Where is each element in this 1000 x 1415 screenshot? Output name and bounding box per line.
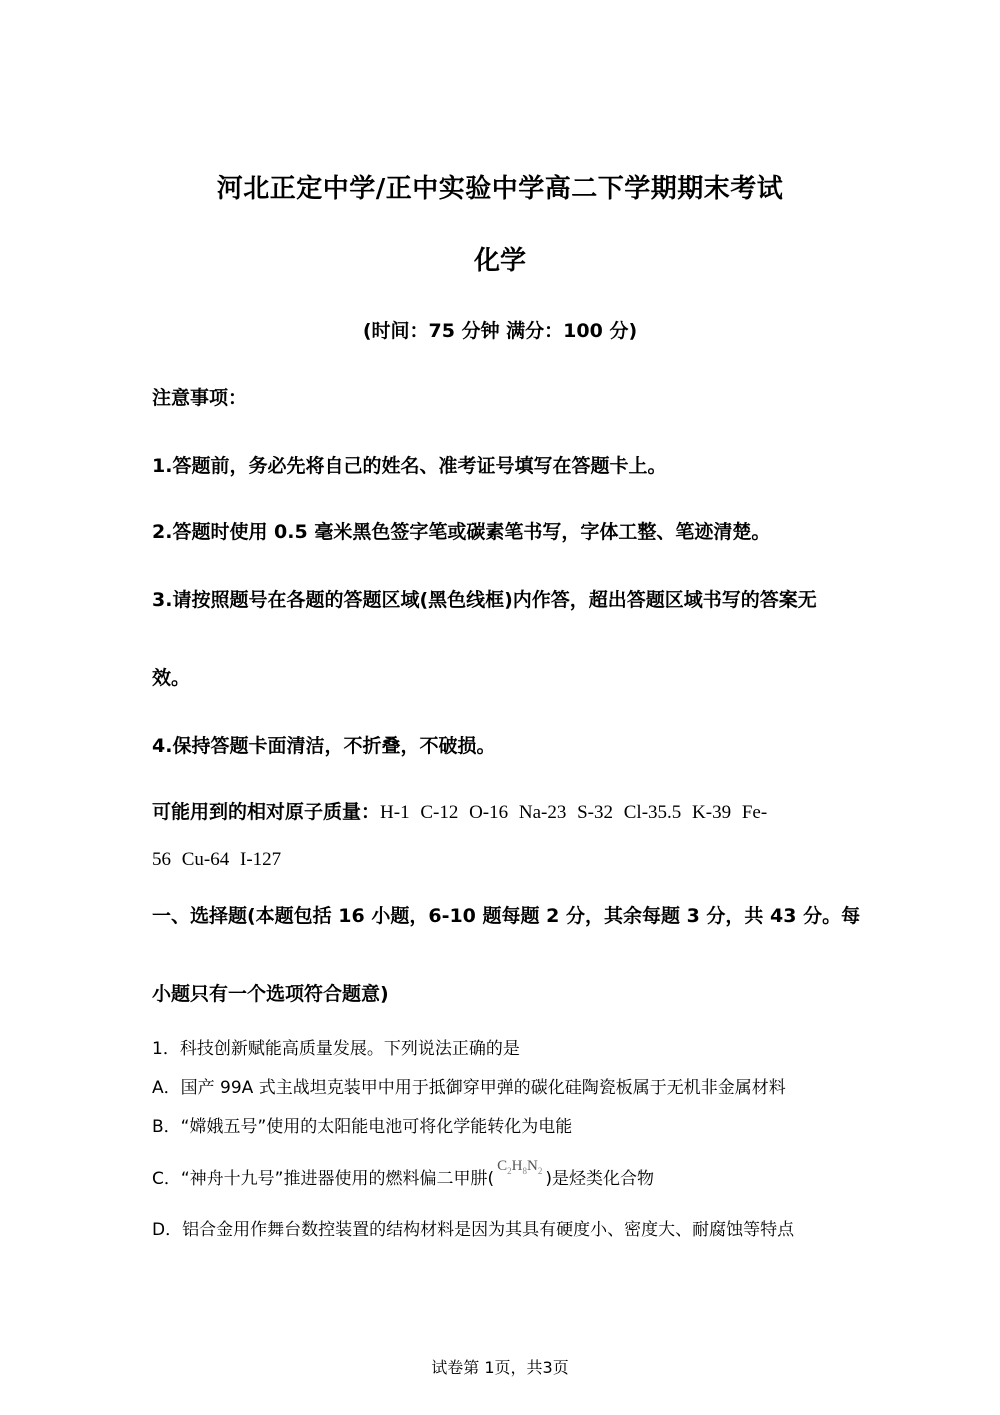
atomic-masses-label: 可能用到的相对原子质量： bbox=[152, 801, 381, 823]
notice-item-1: 1.答题前，务必先将自己的姓名、准考证号填写在答题卡上。 bbox=[152, 455, 667, 477]
notice-item-4: 4.保持答题卡面清洁，不折叠，不破损。 bbox=[152, 735, 496, 757]
question-1-option-d: D．铝合金用作舞台数控装置的结构材料是因为其具有硬度小、密度大、耐腐蚀等特点 bbox=[152, 1220, 795, 1240]
page-footer: 试卷第 1页，共3页 bbox=[431, 1358, 569, 1377]
notice-item-3-line-1: 3.请按照题号在各题的答题区域(黑色线框)内作答，超出答题区域书写的答案无 bbox=[152, 589, 817, 611]
exam-title: 河北正定中学/正中实验中学高二下学期期末考试 bbox=[216, 174, 784, 204]
atomic-masses-values-1: H-1 C-12 O-16 Na-23 S-32 Cl-35.5 K-39 Fe- bbox=[380, 802, 768, 823]
option-c-text-after: )是烃类化合物 bbox=[545, 1169, 654, 1189]
notice-item-3-line-2: 效。 bbox=[152, 667, 191, 689]
atomic-masses-line-2: 56 Cu-64 I-127 bbox=[152, 849, 282, 870]
question-1-option-c bbox=[152, 1158, 654, 1190]
option-c-text-before: C．“神舟十九号”推进器使用的燃料偏二甲肼( bbox=[152, 1169, 495, 1189]
chemical-formula: $C_2H_8N_2$ bbox=[497, 1158, 543, 1176]
atomic-masses-line-1 bbox=[152, 797, 767, 824]
question-1-stem: 1．科技创新赋能高质量发展。下列说法正确的是 bbox=[152, 1039, 520, 1059]
notice-heading: 注意事项： bbox=[152, 387, 248, 409]
notice-item-2: 2.答题时使用 0.5 毫米黑色签字笔或碳素笔书写，字体工整、笔迹清楚。 bbox=[152, 521, 771, 543]
section-1-heading-line-2: 小题只有一个选项符合题意) bbox=[152, 983, 389, 1005]
exam-timing: (时间：75 分钟 满分：100 分) bbox=[362, 320, 638, 342]
section-1-heading-line-1: 一、选择题(本题包括 16 小题，6-10 题每题 2 分，其余每题 3 分，共 43 分。每 bbox=[152, 905, 861, 927]
exam-subject: 化学 bbox=[473, 246, 526, 276]
question-1-option-a: A．国产 99A 式主战坦克装甲中用于抵御穿甲弹的碳化硅陶瓷板属于无机非金属材料 bbox=[152, 1078, 786, 1098]
question-1-option-b: B．“嫦娥五号”使用的太阳能电池可将化学能转化为电能 bbox=[152, 1117, 573, 1137]
